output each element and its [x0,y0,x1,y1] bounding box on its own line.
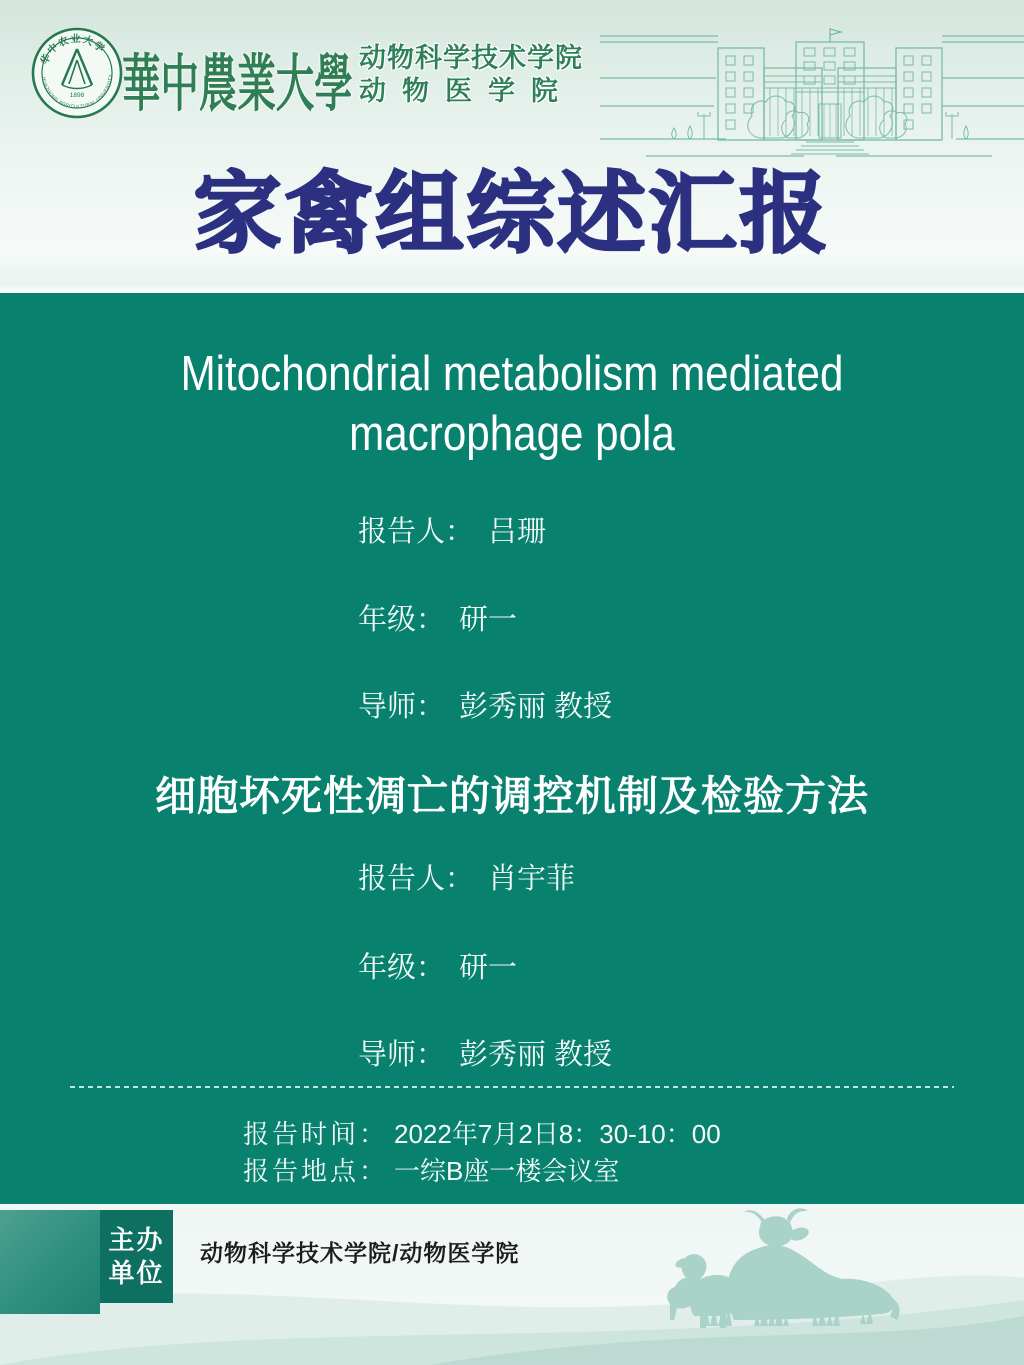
organizer-name: 动物科学技术学院/动物医学院 [200,1240,520,1266]
footer [0,1204,1024,1365]
organizer-label-line1: 主办 [108,1224,165,1255]
talk2-presenter-row [358,856,575,897]
advisor-label: 导师： [358,691,446,723]
grade-value: 研一 [459,604,518,636]
college-line1: 动物科学技术学院 [359,43,583,73]
time-label: 报告时间： [243,1119,389,1149]
poster-main-title: 家禽组综述汇报 [193,164,831,263]
seal-bottom-text: HUAZHONG AGRICULTURAL UNIVERSITY [41,73,114,110]
seal-year: 1898 [69,92,85,99]
university-seal-icon [31,27,123,119]
schedule-time-row [243,1114,721,1151]
farm-animals-icon [662,1206,912,1334]
advisor-label: 导师： [358,1039,446,1071]
talk2-grade-row [358,945,517,986]
talk1-advisor-row [358,684,612,725]
talk1-title-line2: macrophage pola [349,407,675,461]
grade-value: 研一 [459,952,518,984]
presenter-value: 肖宇菲 [488,863,576,895]
talk2-title: 细胞坏死性凋亡的调控机制及检验方法 [155,773,869,819]
talk2-advisor-row [358,1032,612,1073]
grade-label: 年级： [358,604,446,636]
organizer-label-box [100,1210,173,1303]
campus-building-illustration [600,26,1024,158]
talk1-grade-row [358,597,517,638]
schedule-venue-row [243,1151,619,1188]
venue-label: 报告地点： [243,1156,389,1186]
dashed-divider [70,1086,954,1088]
college-names [359,42,583,108]
talk1-presenter-row [358,509,546,550]
organizer-label-line2: 单位 [108,1257,165,1288]
presenter-value: 吕珊 [488,516,547,548]
presenter-label: 报告人： [358,863,475,895]
time-value: 2022年7月2日8：30-10：00 [394,1119,721,1149]
talk1-title [0,344,1024,464]
presenter-label: 报告人： [358,516,475,548]
venue-value: 一综B座一楼会议室 [394,1156,620,1186]
college-line2: 动物医学院 [359,76,574,106]
header [0,0,1024,293]
university-name: 華中農業大學 [122,50,353,119]
organizer-accent-bar [0,1210,100,1314]
advisor-value: 彭秀丽 教授 [459,691,613,723]
talk1-title-line1: Mitochondrial metabolism mediated [180,347,844,401]
grade-label: 年级： [358,952,446,984]
seal-top-text: 华中农业大学 [39,33,108,67]
advisor-value: 彭秀丽 教授 [459,1039,613,1071]
